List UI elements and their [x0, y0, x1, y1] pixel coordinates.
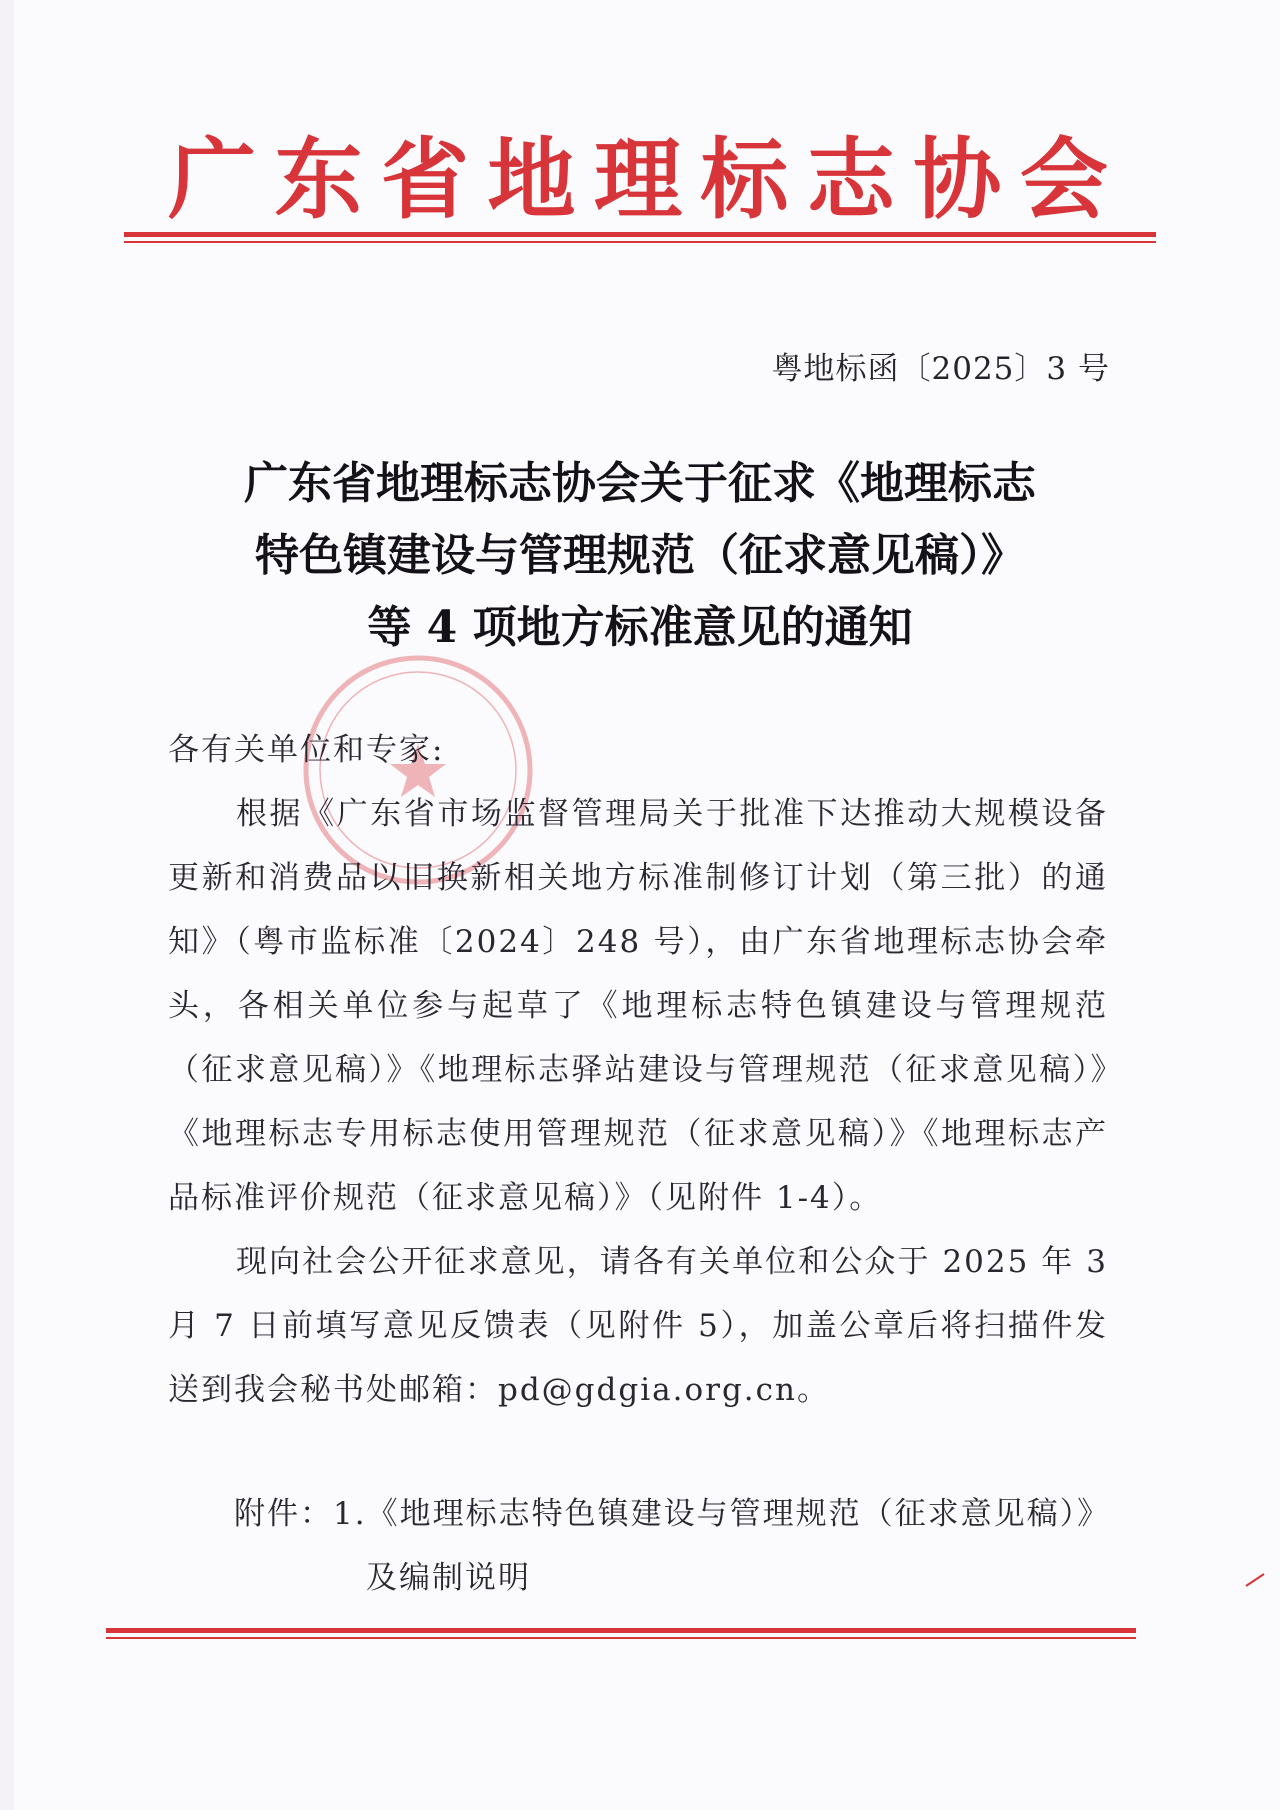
org-header-char: 标 [700, 127, 789, 231]
footer-divider-thick [106, 1628, 1136, 1633]
org-header-char: 地 [487, 127, 576, 231]
header-divider-thick [124, 232, 1156, 237]
org-header-char: 理 [593, 127, 682, 231]
pen-mark-icon [1244, 1570, 1268, 1590]
org-header-char: 会 [1019, 127, 1108, 231]
org-header-char: 协 [913, 127, 1002, 231]
org-header [168, 118, 1108, 231]
title-line-2: 特色镇建设与管理规范（征求意见稿）》 [255, 530, 1025, 581]
title-line-3: 等 4 项地方标准意见的通知 [367, 602, 913, 653]
org-header-char: 志 [806, 127, 895, 231]
document-title [150, 448, 1130, 664]
document-number: 粤地标函〔2025〕3 号 [771, 351, 1110, 387]
title-line-1: 广东省地理标志协会关于征求《地理标志 [244, 458, 1036, 509]
attachment-item-1-continued: 及编制说明 [366, 1560, 531, 1596]
header-divider-thin [124, 241, 1156, 243]
body-paragraph-2: 现向社会公开征求意见，请各有关单位和公众于 2025 年 3 月 7 日前填写意见反馈表（见附件 5），加盖公章后将扫描件发送到我会秘书处邮箱：pd@gdgia.org.cn。 [168, 1244, 1108, 1408]
body-paragraph-1: 根据《广东省市场监督管理局关于批准下达推动大规模设备更新和消费品以旧换新相关地方标准制修订计划（第三批）的通知》（粤市监标准〔2024〕248 号），由广东省地理标志协会牵头，各相关单位参与起草了《地理标志特色镇建设与管理规范（征求意见稿）》《地理标志驿站建设与管理规范（征求意见稿）》《地理标志专用标志使用管理规范（征求意见稿）》《地理标志产品标准评价规范（征求意见稿）》（见附件 1-4）。 [168, 796, 1108, 1216]
org-header-char: 省 [380, 127, 469, 231]
footer-divider-thin [106, 1637, 1136, 1639]
org-header-char: 广 [168, 127, 257, 231]
salutation: 各有关单位和专家: [168, 732, 445, 768]
attachment-item-1: 附件：1.《地理标志特色镇建设与管理规范（征求意见稿）》 [234, 1496, 1111, 1532]
attachment-list [234, 1482, 1114, 1610]
org-header-char: 东 [274, 127, 363, 231]
